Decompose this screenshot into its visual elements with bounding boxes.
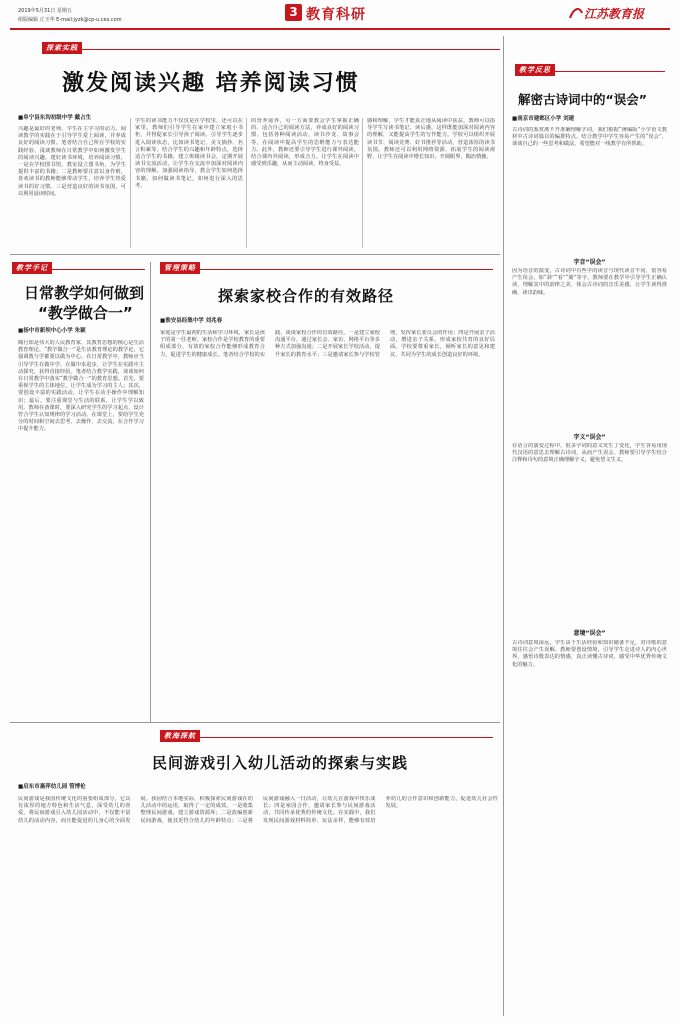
article4-body: 家庭是学生最初的生活和学习环境，家长是孩子的第一任老师。家校合作是学校教育的重要组成部分，有效的家校合作能够形成教育合力，促进学生的健康成长。笔者结合学校的实践，谈谈家校合作的有效路径。一是建立家校沟通平台，通过家长会、家访、网络平台等多种方式加强沟通；二是开展家长学校活动，提升家长的教育水平；三是邀请家长参与学校管理，发挥家长委员会的作用；四是开展亲子活动，增进亲子关系，形成家校共育的良好局面。学校要尊重家长，倾听家长的意见和建议，共同为学生的成长创造良好的环境。: [160, 330, 495, 358]
article1-divider-3: [362, 118, 363, 248]
article4-byline: ■淮安县经集中学 刘兆春: [160, 318, 223, 324]
page-divider-right: [503, 36, 504, 1016]
section-title: 教育科研: [306, 7, 366, 23]
article3-headline-line2: “教学做合一”: [38, 304, 133, 322]
kicker-notes: 教学手记: [12, 262, 52, 274]
article2-sub-meaning: 字义“误会”: [573, 434, 606, 441]
article5-headline: 民间游戏引入幼儿活动的探索与实践: [152, 754, 409, 772]
section-number-badge: 3: [285, 4, 302, 21]
article1-byline: ■阜宁县东沟初级中学 戴占生: [18, 115, 92, 121]
article2-p1: 因为语音的演变，古诗词中有些字的读音与现代读音不同，很容易产生误会。如“斜”“看”“骑”等字，教师要在教学中引导学生正确认读，理解其中的韵律之美，体会古诗词的音乐美感，让学生读得准确，读出韵味。: [512, 268, 667, 296]
article3-headline-line1: 日常教学如何做到: [24, 284, 145, 302]
article1-divider-2: [246, 118, 247, 248]
paper-name: 江苏教育报: [584, 7, 645, 21]
article1-col3: 的营养滋养，另一方面要教会学生掌握正确的、适合自己的阅读方法，养成良好的阅读习惯。包括各种阅读活动，读书沙龙、故事会等，在阅读中提高学生的思维能力与表达能力。此外，教师还要引导学生进行课外阅读，结合课内外阅读，形成合力。让学生在阅读中感受到乐趣，从而主动阅读，终身受益。: [251, 118, 359, 168]
kicker-management: 管理策略: [160, 262, 200, 274]
article2-headline: 解密古诗词中的“误会”: [518, 92, 647, 107]
article4-headline: 探索家校合作的有效路径: [218, 287, 395, 305]
editor-line: 组版编辑 丘玉华 E-mail:jyzk@cp-u.ces.com: [18, 17, 122, 23]
article1-bottom-rule: [10, 254, 500, 255]
article5-body: 民间游戏是我国传统文化的重要组成部分，它具有浓厚的地方特色和生活气息，深受幼儿的喜爱。将民间游戏引入幼儿园活动中，不仅能丰富幼儿的活动内容，而且能促进幼儿身心的全面发展。我园结合本地实际，积极探索民间游戏在幼儿活动中的运用，取得了一定的成效。一是收集整理民间游戏，建立游戏资源库；二是改编创新民间游戏，使其更符合幼儿的年龄特点；三是将民间游戏融入一日活动，让幼儿在游戏中快乐成长；四是家园合作，邀请家长参与民间游戏活动，共同传承优秀的传统文化。在实践中，我们发现民间游戏材料简单、玩法多样，能够有效培养幼儿的合作意识和创新能力，促进幼儿社会性发展。: [18, 796, 498, 824]
kicker-exploration-rule: [198, 737, 493, 738]
article1-col2: 学生的读书能力不仅仅是在学校里，还可以在家里。教师们引导学生在家中建立家庭小书柜，并督促家长引导孩子阅读。引导学生逐步进入阅读状态，比如读书笔记、美文摘抄、名言积累等。结合学生的兴趣和年龄特点，选择适合学生的书籍，建立班级读书会，定期开展读书交流活动，让学生在交流中加深对阅读内容的理解。加强阅读指导，教会学生如何选择书籍，如何做读书笔记，如何进行深入的思考。: [135, 118, 243, 189]
article3-body: 陶行知是伟大的人民教育家，其教育思想的核心是生活教育理论。“教学做合一”是生活教育理论的教学论，它强调教与学都要以做为中心。在日常教学中，教师应当引导学生在做中学、在做中求进步，让学生在实践中主动探究，获得直接经验。笔者结合教学实践，谈谈如何在日常教学中落实“教学做合一”的教育思想。首先，要重视学生的主体地位，让学生成为学习的主人；其次，要创设丰富的实践活动，让学生在动手操作中理解知识；最后，要注重课堂与生活的联系，让学生学以致用。教师在备课时，要深入研究学生的学习起点，设计符合学生认知规律的学习活动。在课堂上，要给学生充分的时间和空间去思考、去操作、去交流，在合作学习中提升能力。: [18, 340, 144, 433]
kicker-management-rule: [198, 269, 493, 270]
date-line: 2019年5月31日 星期五: [18, 8, 72, 14]
paper-logo: [568, 5, 664, 21]
kicker-reflection: 教学反思: [515, 64, 555, 76]
kicker-exploration: 教海探航: [160, 730, 200, 742]
article2-byline: ■南京市建邺区小学 刘建: [512, 116, 575, 122]
article1-col4: 感和理解，学生才能真正地从阅读中获益。教师可以指导学生写读书笔记、读后感，这样既能加深对阅读内容的理解，又能提高学生的写作能力。学校可以组织开展读书节、阅读竞赛、好书推荐等活动，营造浓厚的读书氛围。教师还可以利用网络资源，拓展学生的阅读视野，让学生在阅读中增长知识，开阔眼界，陶冶情操。: [367, 118, 495, 161]
kicker-reflection-rule: [553, 71, 665, 72]
article4-bottom-rule: [10, 722, 500, 723]
kicker-notes-rule: [50, 269, 145, 270]
article2-sub-pronunciation: 字音“误会”: [573, 259, 606, 266]
kicker-practice: 探索实践: [42, 42, 82, 54]
article1-headline: 激发阅读兴趣 培养阅读习惯: [62, 71, 360, 96]
article1-col1: 兴趣是最好的老师。学生在主学习的动力。阅读教学的实践在于引导学生爱上阅读，并养成良好的阅读习惯。笔者结合自己所在学校的实践经验，浅谈教师在日常教学中如何激发学生的阅读兴趣。建好读书环境，培养阅读习惯，一是在学校图书馆、教室设立图书角，为学生提供丰富的书籍；二是教师要注意以身作则，喜欢读书的教师能够带动学生，培养学生热爱读书的好习惯。三是营造良好的读书氛围，可以利用晨读时间。: [18, 126, 126, 197]
article3-byline: ■扬中市新坝中心小学 朱颖: [18, 328, 86, 334]
header-rule: [10, 28, 670, 30]
article3-divider: [150, 262, 151, 722]
article5-byline: ■启东市惠萍幼儿园 管博伦: [18, 784, 86, 790]
article2-sub-mood: 意境“误会”: [573, 630, 606, 637]
article2-p2: 在语言的演变过程中，很多字词的意义发生了变化，学生容易用现代汉语的意思去理解古诗词，从而产生误会。教师要引导学生结合注释和诗句的意境正确理解字义，避免望文生义。: [512, 443, 667, 464]
article2-intro: 古诗词的鉴赏离不开准确理解字词。我们根据“统编版”小学语文教材中古诗词篇目的编排特点，结合教学中学生容易产生的“误会”，谈谈自己的一些思考和做法，希望能对一线教学有所帮助。: [512, 127, 667, 148]
kicker-practice-rule: [80, 49, 500, 50]
article2-p3: 古诗词意境深远，学生由于生活经验和知识储备不足，对诗歌的意境往往会产生误解。教师要创设情境，引导学生走进诗人的内心世界，感悟诗歌表达的情感，真正读懂古诗词，感受中华优秀传统文化的魅力。: [512, 640, 667, 668]
article1-divider-1: [130, 118, 131, 248]
